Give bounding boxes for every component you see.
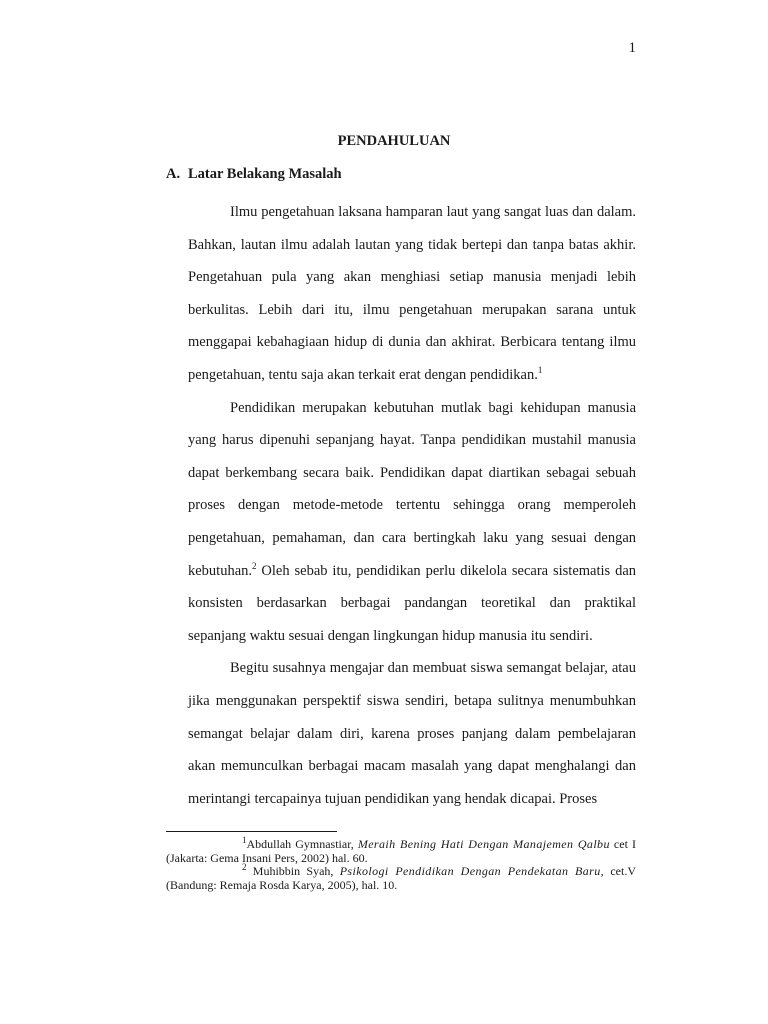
paragraph-1 <box>188 196 636 392</box>
chapter-title: PENDAHULUAN <box>337 133 451 149</box>
footnote-ref-2: 2 <box>252 560 257 571</box>
paragraph-text-continued: Oleh sebab itu, pendidikan perlu dikelola secara sistematis dan konsisten berdasarkan berbagai pandangan teoretikal dan praktikal sepanjang waktu sesuai dengan lingkungan hidup manusia itu sendiri. <box>188 562 636 644</box>
footnotes <box>166 835 636 892</box>
footnote-author: Abdullah Gymnastiar, <box>246 837 358 851</box>
footnote-divider <box>166 831 337 832</box>
footnote-1 <box>166 835 636 865</box>
footnote-publication: cet.V (Bandung: Remaja Rosda Karya, 2005), hal. 10. <box>166 864 636 892</box>
paragraph-2 <box>188 392 636 653</box>
section-letter: A. <box>166 166 181 182</box>
paragraph-text: Begitu susahnya mengajar dan membuat siswa semangat belajar, atau jika menggunakan perspektif siswa sendiri, betapa sulitnya menumbuhkan semangat belajar dalam diri, karena proses panjang dalam pembelajaran akan memunculkan berbagai macam masalah yang dapat menghalangi dan merintangi tercapainya tujuan pendidikan yang hendak dicapai. Proses <box>188 660 636 807</box>
body-text <box>188 196 636 815</box>
section-title: Latar Belakang Masalah <box>188 166 342 182</box>
paragraph-text: Ilmu pengetahuan laksana hamparan laut yang sangat luas dan dalam. Bahkan, lautan ilmu adalah lautan yang tidak bertepi dan tanpa batas akhir. Pengetahuan pula yang akan menghiasi setiap manusia menjadi lebih berkulitas. Lebih dari itu, ilmu pengetahuan merupakan sarana untuk menggapai kebahagiaan hidup di dunia dan akhirat. Berbicara tentang ilmu pengetahuan, tentu saja akan terkait erat dengan pendidikan. <box>188 204 636 383</box>
footnote-book-title: Meraih Bening Hati Dengan Manajemen Qalbu <box>357 837 610 851</box>
paragraph-3 <box>188 652 636 815</box>
footnote-publication: cet I (Jakarta: Gema Insani Pers, 2002) hal. 60. <box>166 837 636 865</box>
footnote-2 <box>166 862 636 892</box>
footnote-author: Muhibbin Syah, <box>246 864 340 878</box>
footnote-ref-1: 1 <box>537 365 543 376</box>
section-heading <box>166 166 342 183</box>
paragraph-text: Pendidikan merupakan kebutuhan mutlak bagi kehidupan manusia yang harus dipenuhi sepanjang hayat. Tanpa pendidikan mustahil manusia dapat berkembang secara baik. Pendidikan dapat diartikan sebagai sebuah proses dengan metode-metode tertentu sehingga orang memperoleh pengetahuan, pemahaman, dan cara bertingkah laku yang sesuai dengan kebutuhan. <box>188 399 636 579</box>
footnote-number: 1 <box>242 835 247 845</box>
footnote-book-title: Psikologi Pendidikan Dengan Pendekatan Baru, <box>339 864 605 878</box>
page-number: 1 <box>628 40 636 56</box>
footnote-number: 2 <box>242 862 247 872</box>
